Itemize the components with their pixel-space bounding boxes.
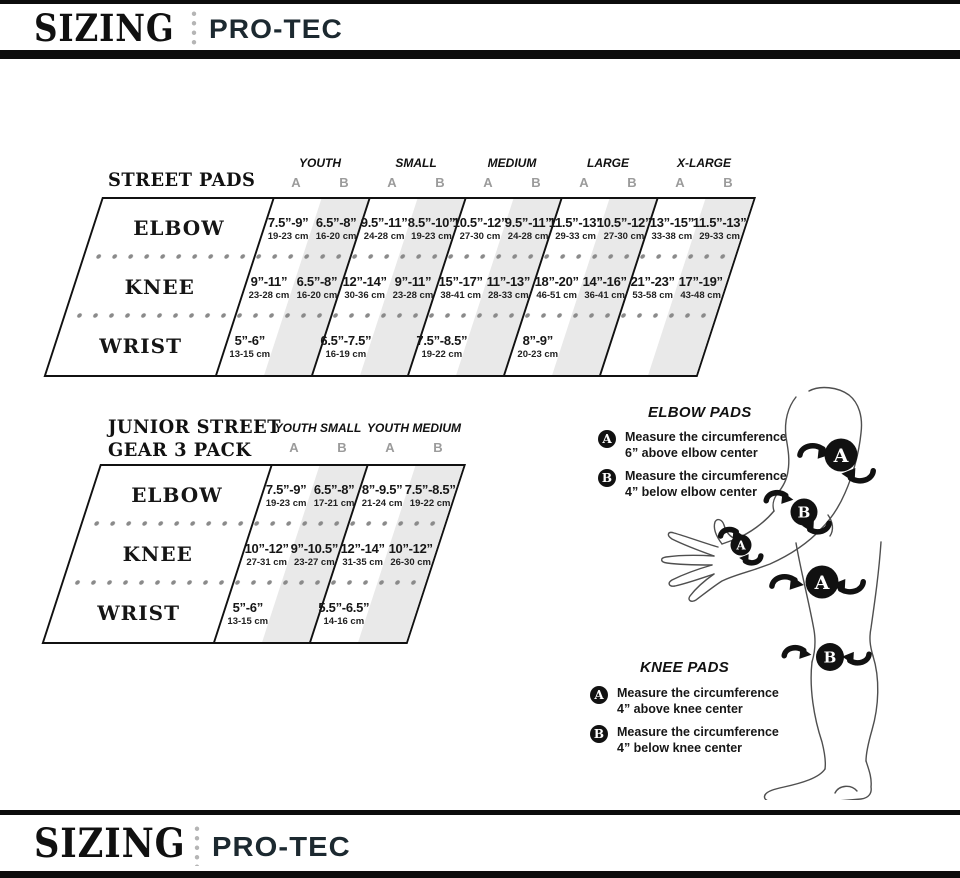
svg-text:B: B — [823, 648, 837, 667]
size-cell: 13”-15” 33-38 cm — [649, 214, 695, 242]
street-pads-table — [44, 197, 756, 377]
table-row-knee — [63, 525, 444, 583]
b-badge-icon: B — [598, 469, 616, 487]
table-row-knee — [65, 258, 734, 316]
size-cell: 11.5”-13” 29-33 cm — [549, 214, 603, 242]
size-cell: 6.5”-8” 17-21 cm — [313, 481, 355, 509]
header-sizing-title: SIZING — [34, 6, 175, 50]
col-b-label: B — [339, 175, 349, 190]
svg-text:A: A — [736, 538, 746, 553]
header-top-rule — [0, 0, 960, 4]
size-cell: 5”-6” 13-15 cm — [229, 332, 270, 360]
col-b-label: B — [435, 175, 445, 190]
legend-item-b: B Measure the circumference 4” below knee center — [590, 724, 870, 756]
protec-logo: PRO-TEC — [209, 13, 343, 45]
col-b-label: B — [627, 175, 637, 190]
size-cell: 5.5”-6.5” 14-16 cm — [318, 599, 369, 627]
table-row-wrist — [44, 584, 425, 642]
size-cell: 15”-17” 38-41 cm — [438, 273, 483, 301]
footer-top-rule — [0, 810, 960, 815]
size-cell: 9”-10.5” 23-27 cm — [291, 540, 339, 568]
size-cell: 10”-12” 26-30 cm — [388, 540, 433, 568]
protec-logo: PRO-TEC — [212, 831, 351, 863]
size-header-youth-small: YOUTH SMALL A B — [270, 421, 366, 455]
table-row-elbow — [85, 199, 754, 257]
size-header-large: LARGE A B — [560, 156, 656, 190]
row-label: WRIST — [99, 334, 182, 358]
col-a-label: A — [387, 175, 397, 190]
legend-item-a: A Measure the circumference 6” above elbow center — [598, 429, 878, 461]
header-bottom-rule — [0, 50, 960, 59]
col-a-label: A — [385, 440, 395, 455]
size-cell: 8”-9” 20-23 cm — [517, 332, 558, 360]
col-b-label: B — [531, 175, 541, 190]
junior-table — [42, 464, 466, 644]
leg-illustration — [740, 540, 960, 800]
size-cell: 10.5”-12” 27-30 cm — [596, 214, 652, 242]
elbow-pads-title: ELBOW PADS — [648, 404, 752, 421]
size-header-youth-medium: YOUTH MEDIUM A B — [367, 421, 461, 455]
size-cell: 6.5”-7.5” 16-19 cm — [320, 332, 371, 360]
col-a-label: A — [675, 175, 685, 190]
row-label: ELBOW — [133, 216, 225, 240]
col-a-label: A — [289, 440, 299, 455]
size-cell: 9.5”-11” 24-28 cm — [360, 214, 408, 242]
street-pads-title: STREET PADS — [108, 169, 256, 191]
row-label: KNEE — [124, 275, 195, 299]
col-a-label: A — [291, 175, 301, 190]
size-cell: 6.5”-8” 16-20 cm — [296, 273, 338, 301]
size-cell: 11.5”-13” 29-33 cm — [693, 214, 747, 242]
col-b-label: B — [337, 440, 347, 455]
size-cell: 8”-9.5” 21-24 cm — [361, 481, 403, 509]
size-cell: 9.5”-11” 24-28 cm — [504, 214, 552, 242]
size-cell: 7.5”-9” 19-23 cm — [267, 214, 309, 242]
size-cell: 21”-23” 53-58 cm — [630, 273, 675, 301]
size-header-small: SMALL A B — [368, 156, 464, 190]
b-badge-icon: B — [590, 725, 608, 743]
row-label: KNEE — [122, 542, 193, 566]
size-header-medium: MEDIUM A B — [464, 156, 560, 190]
footer-sizing-title: SIZING — [34, 820, 186, 867]
footer-bottom-rule — [0, 871, 960, 878]
col-a-label: A — [579, 175, 589, 190]
row-label: ELBOW — [131, 483, 223, 507]
size-cell: 17”-19” 43-48 cm — [678, 273, 723, 301]
size-cell: 11”-13” 28-33 cm — [487, 273, 531, 301]
size-cell: 10”-12” 27-31 cm — [244, 540, 289, 568]
size-cell: 7.5”-8.5” 19-22 cm — [416, 332, 467, 360]
size-header-xlarge: X-LARGE A B — [656, 156, 752, 190]
table-row-wrist — [46, 317, 715, 375]
size-cell: 12”-14” 31-35 cm — [340, 540, 385, 568]
a-badge-icon: A — [598, 430, 616, 448]
dotted-divider-icon — [194, 824, 200, 866]
svg-text:B: B — [797, 503, 811, 522]
size-cell: 18”-20” 46-51 cm — [534, 273, 579, 301]
col-b-label: B — [723, 175, 733, 190]
junior-title: JUNIOR STREET GEAR 3 PACK — [108, 416, 281, 461]
row-label: WRIST — [97, 601, 180, 625]
size-cell: 6.5”-8” 16-20 cm — [315, 214, 357, 242]
size-cell: 5”-6” 13-15 cm — [227, 599, 268, 627]
dotted-divider-icon — [191, 9, 197, 47]
legend-item-b: B Measure the circumference 4” below elbow center — [598, 468, 878, 500]
col-b-label: B — [433, 440, 443, 455]
a-badge-icon: A — [590, 686, 608, 704]
size-cell: 14”-16” 36-41 cm — [582, 273, 627, 301]
size-cell: 12”-14” 30-36 cm — [342, 273, 387, 301]
col-a-label: A — [483, 175, 493, 190]
size-cell: 7.5”-8.5” 19-22 cm — [404, 481, 456, 509]
svg-text:A: A — [833, 445, 849, 467]
legend-item-a: A Measure the circumference 4” above knee center — [590, 685, 870, 717]
size-cell: 9”-11” 23-28 cm — [392, 273, 434, 301]
size-cell: 10.5”-12” 27-30 cm — [452, 214, 508, 242]
size-header-youth: YOUTH A B — [272, 156, 368, 190]
junior-size-headers — [270, 421, 462, 455]
knee-pads-title: KNEE PADS — [640, 659, 730, 676]
size-cell: 8.5”-10” 19-23 cm — [408, 214, 456, 242]
street-pads-size-headers — [272, 156, 752, 190]
size-cell: 7.5”-9” 19-23 cm — [265, 481, 307, 509]
size-cell: 9”-11” 23-28 cm — [248, 273, 290, 301]
svg-text:A: A — [814, 572, 830, 594]
table-row-elbow — [83, 466, 464, 524]
